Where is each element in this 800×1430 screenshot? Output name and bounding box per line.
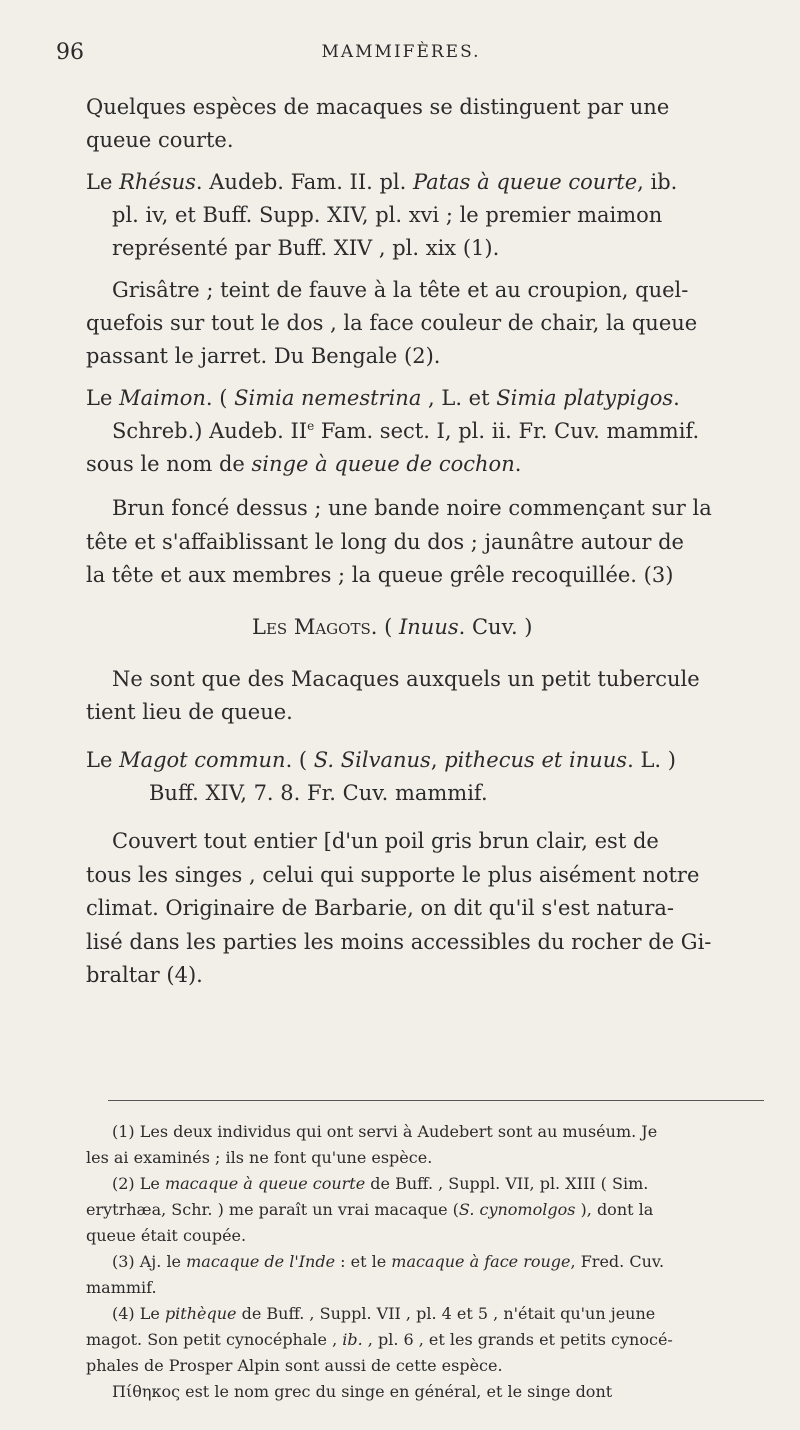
text-line: représenté par Buff. XIV , pl. xix (1). [112, 236, 500, 260]
page-header [56, 40, 746, 70]
text-fragment: ), dont la [575, 1200, 654, 1219]
text-fragment: . ( [285, 748, 314, 772]
text-line [86, 449, 521, 479]
text-fragment: magot. Son petit cynocéphale , [86, 1330, 343, 1349]
text-fragment: , ib. [637, 170, 678, 194]
text-line: tous les singes , celui qui supporte le plus aisément notre [86, 863, 700, 887]
footnote-line [86, 1328, 673, 1352]
footnote-line [112, 1250, 664, 1274]
text-fragment: erytrhæa, Schr. ) me paraît un vrai macaque ( [86, 1200, 459, 1219]
footnote-line: Πίθηκος est le nom grec du singe en général, et le singe dont [112, 1382, 613, 1401]
text-fragment: Le [86, 170, 120, 194]
species-name: Simia nemestrina [234, 386, 422, 410]
text-fragment: (3) Aj. le [112, 1252, 187, 1271]
text-line: lisé dans les parties les moins accessibles du rocher de Gi- [86, 930, 712, 954]
text-line: passant le jarret. Du Bengale (2). [86, 344, 441, 368]
text-line: Ne sont que des Macaques auxquels un petit tubercule [112, 667, 700, 691]
species-name: Simia platypigos [496, 386, 674, 410]
genus-name: Inuus [398, 615, 459, 639]
common-name: macaque à face rouge [391, 1252, 571, 1271]
text-fragment: de Buff. , Suppl. VII, pl. XIII ( Sim. [365, 1174, 649, 1193]
text-line: Grisâtre ; teint de fauve à la tête et au croupion, quel- [112, 278, 689, 302]
text-fragment: Schreb.) Audeb. II [112, 419, 308, 443]
superscript: e [307, 419, 315, 433]
common-name: pithèque [164, 1304, 237, 1323]
species-name: pithecus et inuus [444, 748, 628, 772]
common-name: macaque à queue courte [164, 1174, 366, 1193]
footnote-line: queue était coupée. [86, 1226, 247, 1245]
text-fragment: sous le nom de [86, 452, 252, 476]
page-number: 96 [56, 40, 84, 65]
entry-heading-rhesus [86, 167, 677, 197]
text-fragment: . ( [205, 386, 235, 410]
text-line: tête et s'affaiblissant le long du dos ; jaunâtre autour de [86, 530, 684, 554]
text-fragment: , L. et [421, 386, 497, 410]
text-fragment: . [673, 386, 680, 410]
text-fragment: (2) Le [112, 1174, 165, 1193]
section-heading-magots [252, 612, 532, 642]
footnote-line [112, 1302, 655, 1326]
common-name: macaque de l'Inde [186, 1252, 336, 1271]
text-fragment: , pl. 6 , et les grands et petits cynocé- [362, 1330, 673, 1349]
footnote-line: les ai examinés ; ils ne font qu'une espèce. [86, 1148, 433, 1167]
footnote-line [112, 1172, 648, 1196]
text-line: quefois sur tout le dos , la face couleur de chair, la queue [86, 311, 698, 335]
text-line: la tête et aux membres ; la queue grêle recoquillée. (3) [86, 563, 674, 587]
text-fragment: Le [86, 386, 120, 410]
text-fragment: , [430, 748, 445, 772]
entry-heading-maimon [86, 383, 680, 413]
footnote-separator [108, 1100, 764, 1101]
footnote-line: phales de Prosper Alpin sont aussi de cette espèce. [86, 1356, 503, 1375]
text-line: Quelques espèces de macaques se distinguent par une [86, 95, 670, 119]
text-fragment: (4) Le [112, 1304, 165, 1323]
text-line: Buff. XIV, 7. 8. Fr. Cuv. mammif. [149, 781, 488, 805]
text-fragment: de Buff. , Suppl. VII , pl. 4 et 5 , n'était qu'un jeune [236, 1304, 656, 1323]
text-line: Brun foncé dessus ; une bande noire commençant sur la [112, 496, 712, 520]
entry-heading-magot [86, 745, 676, 775]
text-fragment: ( [377, 615, 399, 639]
section-title: Les Magots. [252, 615, 378, 639]
footnote-line: (1) Les deux individus qui ont servi à Audebert sont au muséum. Je [112, 1122, 658, 1141]
text-fragment: Fam. sect. I, pl. ii. Fr. Cuv. mammif. [314, 419, 700, 443]
species-name: Magot commun [119, 748, 286, 772]
common-name: singe à queue de cochon [251, 452, 515, 476]
text-line [112, 416, 699, 446]
text-line: queue courte. [86, 128, 234, 152]
species-name: Rhésus [119, 170, 196, 194]
footnote-line: mammif. [86, 1278, 157, 1297]
text-line: climat. Originaire de Barbarie, on dit qu'il s'est natura- [86, 896, 674, 920]
abbreviation: ib. [342, 1330, 363, 1349]
text-fragment: , Fred. Cuv. [570, 1252, 665, 1271]
footnote-line [86, 1198, 653, 1222]
species-name: Maimon [119, 386, 206, 410]
text-fragment: . L. ) [627, 748, 676, 772]
text-fragment: . Cuv. ) [458, 615, 533, 639]
text-fragment: : et le [335, 1252, 392, 1271]
text-fragment: Le [86, 748, 120, 772]
text-fragment: . [514, 452, 522, 476]
running-head: MAMMIFÈRES. [321, 42, 481, 62]
text-line: Couvert tout entier [d'un poil gris brun clair, est de [112, 829, 659, 853]
text-fragment: . Audeb. Fam. II. pl. [195, 170, 413, 194]
text-line: braltar (4). [86, 963, 203, 987]
species-name: S. cynomolgos [458, 1200, 576, 1219]
species-name: S. Silvanus [313, 748, 431, 772]
text-line: tient lieu de queue. [86, 700, 293, 724]
species-name: Patas à queue courte [413, 170, 638, 194]
text-line: pl. iv, et Buff. Supp. XIV, pl. xvi ; le premier maimon [112, 203, 663, 227]
